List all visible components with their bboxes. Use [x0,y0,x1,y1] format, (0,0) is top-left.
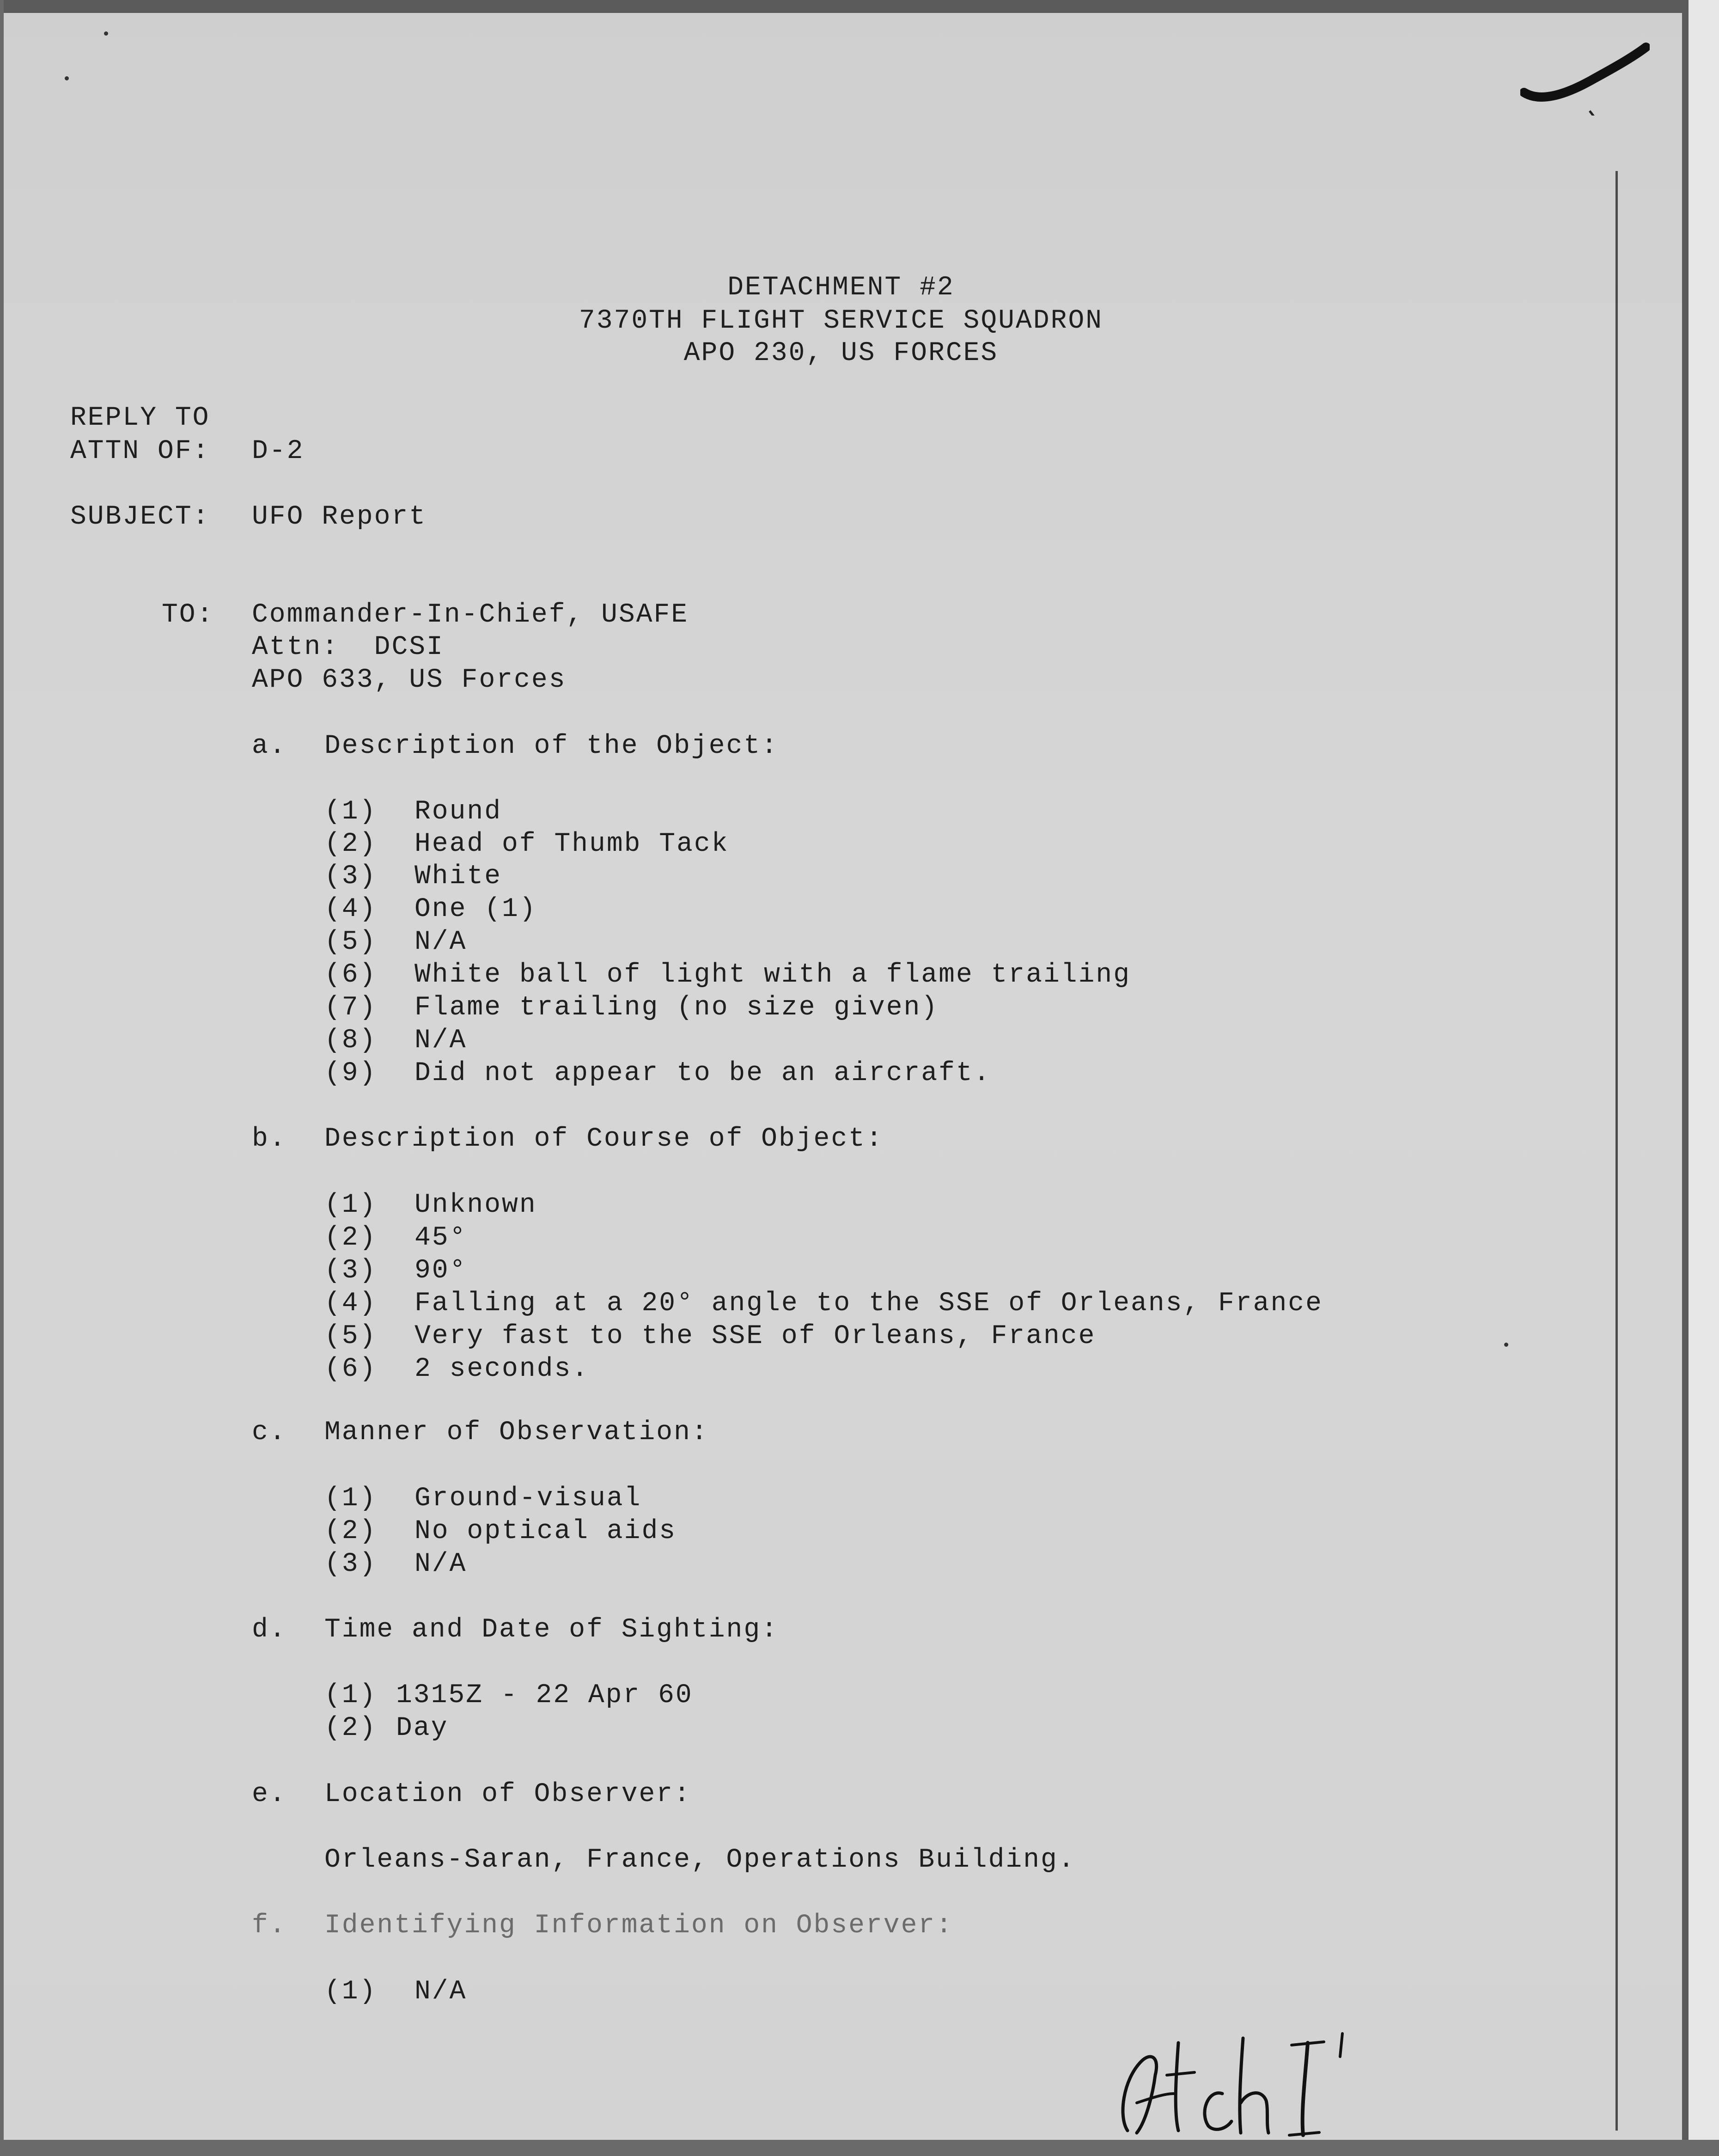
item-text: Did not appear to be an aircraft. [415,1058,991,1088]
scan-right-edge [1682,0,1719,2156]
ink-speck [1504,1343,1508,1347]
item-number: (1) [324,1190,377,1220]
to-label: TO: [162,600,214,630]
item-text: N/A [415,1026,467,1056]
item-number: (4) [324,1289,377,1319]
item-number: (9) [324,1058,377,1088]
item-text: N/A [415,1977,467,2007]
item-text: 45° [415,1223,467,1253]
section-letter: f. [252,1911,287,1941]
item-text: N/A [415,1549,467,1579]
item-text: Day [396,1713,449,1743]
item-text: Flame trailing (no size given) [415,993,939,1023]
section-heading: Time and Date of Sighting: [324,1615,779,1645]
item-text: One (1) [415,894,537,924]
item-number: (4) [324,894,377,924]
to-line: APO 633, US Forces [252,665,567,695]
reply-to-label: REPLY TO [70,403,210,433]
header-line-1: DETACHMENT #2 [727,273,955,303]
item-number: (5) [324,1321,377,1351]
scan-bottom-edge [0,2140,1719,2156]
section-heading: Location of Observer: [324,1779,691,1809]
item-number: (6) [324,1354,377,1384]
section-letter: d. [252,1615,287,1645]
item-text: Head of Thumb Tack [415,829,729,859]
attn-of-value: D-2 [252,436,305,466]
section-letter: e. [252,1779,287,1809]
item-number: (1) [324,797,377,827]
section-heading: Identifying Information on Observer: [324,1911,954,1941]
item-text: 1315Z - 22 Apr 60 [396,1680,693,1710]
item-number: (1) [324,1977,377,2007]
section-paragraph: Orleans-Saran, France, Operations Building. [324,1845,1076,1875]
item-text: Ground-visual [415,1484,642,1514]
section-heading: Description of Course of Object: [324,1124,884,1154]
scan-top-edge [0,0,1719,13]
item-number: (2) [324,1713,377,1743]
item-number: (5) [324,927,377,957]
item-number: (2) [324,1516,377,1546]
header-line-3: APO 230, US FORCES [683,338,999,368]
item-number: (1) [324,1484,377,1514]
item-text: Falling at a 20° angle to the SSE of Orleans, France [415,1289,1323,1319]
item-number: (2) [324,1223,377,1253]
item-text: White ball of light with a flame trailing [415,960,1131,990]
item-text: N/A [415,927,467,957]
to-line: Attn: DCSI [252,632,444,662]
item-text: Unknown [415,1190,537,1220]
ink-speck [104,31,108,36]
item-number: (1) [324,1680,377,1710]
item-text: No optical aids [415,1516,677,1546]
handwritten-attachment-note [1109,2024,1368,2140]
item-number: (3) [324,861,377,892]
item-text: 2 seconds. [415,1354,590,1384]
section-heading: Description of the Object: [324,731,779,761]
item-number: (6) [324,960,377,990]
item-number: (7) [324,993,377,1023]
to-line: Commander-In-Chief, USAFE [252,600,689,630]
checkmark-icon [1520,42,1650,116]
section-letter: a. [252,731,287,761]
section-heading: Manner of Observation: [324,1417,709,1448]
item-text: 90° [415,1256,467,1286]
margin-line [1615,171,1618,2131]
subject-label: SUBJECT: [70,502,210,532]
item-number: (3) [324,1549,377,1579]
item-number: (8) [324,1026,377,1056]
item-text: White [415,861,502,892]
header-line-2: 7370TH FLIGHT SERVICE SQUADRON [579,306,1103,336]
attn-of-label: ATTN OF: [70,436,210,466]
item-text: Very fast to the SSE of Orleans, France [415,1321,1096,1351]
item-number: (2) [324,829,377,859]
ink-speck [65,76,69,80]
item-number: (3) [324,1256,377,1286]
section-letter: b. [252,1124,287,1154]
item-text: Round [415,797,502,827]
section-letter: c. [252,1417,287,1448]
subject-value: UFO Report [252,502,427,532]
